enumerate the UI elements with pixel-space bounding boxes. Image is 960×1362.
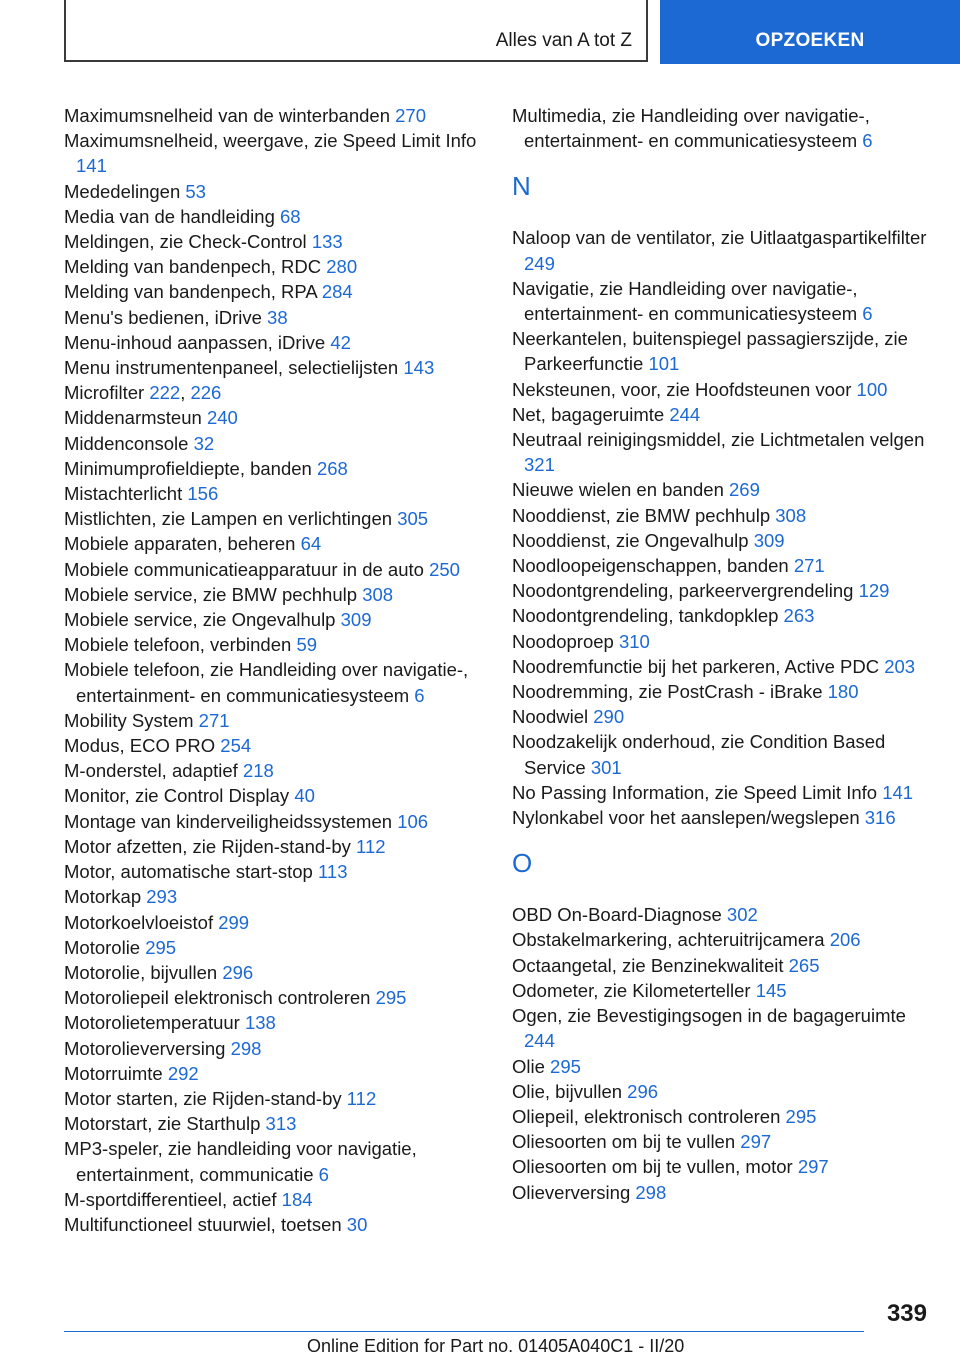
page-link[interactable]: 298 — [230, 1037, 262, 1059]
search-tab-label: OPZOEKEN — [755, 30, 865, 51]
index-entry-term: Motorkoelvloeistof — [64, 911, 214, 933]
index-entry-term: Mobiele telefoon, zie Handleiding over navigatie-, entertainment- en communicatiesysteem — [64, 659, 469, 706]
index-entry-term: Odometer, zie Kilometerteller — [512, 979, 751, 1001]
section-tab[interactable] — [64, 0, 648, 62]
index-entry-term: Navigatie, zie Handleiding over navigatie-, entertainment- en communicatiesysteem — [512, 277, 858, 325]
index-entry-term: Mededelingen — [64, 180, 181, 202]
page-link[interactable]: 180 — [827, 681, 859, 703]
index-entry — [512, 103, 932, 153]
index-entry — [512, 326, 932, 376]
index-entry — [64, 859, 484, 884]
index-entry-term: Microfilter — [64, 382, 145, 404]
index-entry — [64, 985, 484, 1010]
index-entry — [512, 553, 932, 578]
index-entry — [64, 582, 484, 607]
page-link[interactable]: 6 — [414, 684, 425, 706]
page-link[interactable]: 38 — [267, 306, 288, 328]
index-entry — [64, 355, 484, 380]
index-entry-term: M-onderstel, adaptief — [64, 760, 238, 782]
index-entry — [512, 780, 932, 805]
page-link[interactable]: 112 — [356, 835, 386, 857]
page-link[interactable]: 310 — [618, 630, 650, 652]
index-entry-term: Nooddienst, zie Ongevalhulp — [512, 529, 749, 551]
page-link[interactable]: 309 — [340, 609, 372, 631]
index-entry — [64, 1187, 484, 1212]
index-entry — [512, 1154, 932, 1179]
index-entry-term: Nylonkabel voor het aanslepen/wegslepen — [512, 807, 860, 829]
page-link[interactable]: 280 — [326, 256, 358, 278]
page-link[interactable]: 284 — [321, 281, 353, 303]
page-link[interactable]: 305 — [397, 508, 429, 530]
page-link[interactable]: 309 — [753, 529, 785, 551]
page-link[interactable]: 143 — [403, 357, 435, 379]
page-link[interactable]: 295 — [785, 1105, 817, 1127]
index-entry: Microfilter 222, 226 — [64, 382, 222, 404]
page-link[interactable]: 313 — [265, 1113, 297, 1135]
page-link[interactable]: 244 — [524, 1030, 555, 1052]
index-entry — [64, 783, 484, 808]
index-entry — [64, 1036, 484, 1061]
index-entry — [512, 629, 932, 654]
index-entry — [512, 978, 932, 1003]
index-column-right — [512, 103, 932, 1205]
index-entry-term: Motoroliepeil elektronisch controleren — [64, 987, 371, 1009]
page-link[interactable]: 6 — [318, 1163, 329, 1185]
index-entry-term: Maximumsnelheid, weergave, zie Speed Limit Info — [64, 130, 477, 152]
page-link[interactable]: 6 — [862, 303, 873, 325]
index-entry — [512, 477, 932, 502]
page-link[interactable]: 308 — [775, 504, 807, 526]
index-entry — [64, 456, 484, 481]
index-entry — [512, 1180, 932, 1205]
index-entry-term: Menu instrumentenpaneel, selectielijsten — [64, 357, 399, 379]
index-entry-term: Minimumprofieldiepte, banden — [64, 457, 312, 479]
index-entry-term: Motorruimte — [64, 1062, 163, 1084]
index-entry-term: Motorkap — [64, 886, 142, 908]
index-entry-term: Octaangetal, zie Benzinekwaliteit — [512, 954, 784, 976]
index-entry — [512, 729, 932, 779]
index-entry-term: Motorolieverversing — [64, 1037, 226, 1059]
index-letter-heading: N — [512, 171, 531, 202]
index-entry — [64, 1111, 484, 1136]
page-link[interactable]: 138 — [244, 1012, 276, 1034]
index-entry-term: Mistlichten, zie Lampen en verlichtingen — [64, 508, 393, 530]
index-entry — [64, 103, 484, 128]
page-link[interactable]: 145 — [755, 979, 787, 1001]
index-entry — [64, 179, 484, 204]
index-entry-term: Mistachterlicht — [64, 483, 183, 505]
index-entry — [512, 528, 932, 553]
index-entry-term: Motorolie — [64, 936, 141, 958]
index-entry — [512, 503, 932, 528]
index-entry — [64, 884, 484, 909]
index-entry-term: Nooddienst, zie BMW pechhulp — [512, 504, 771, 526]
page-link[interactable]: 298 — [635, 1181, 667, 1203]
page-link[interactable]: 308 — [362, 583, 394, 605]
index-entry-term: Menu's bedienen, iDrive — [64, 306, 262, 328]
index-entry-term: Ogen, zie Bevestigingsogen in de bagageruimte — [512, 1005, 906, 1027]
index-entry — [64, 531, 484, 556]
index-entry-term: Neksteunen, voor, zie Hoofdsteunen voor — [512, 378, 852, 400]
index-entry-term: Nieuwe wielen en banden — [512, 479, 724, 501]
index-entry — [512, 902, 932, 927]
index-entry-term: Montage van kinderveiligheidssystemen — [64, 810, 393, 832]
page-link[interactable]: 321 — [524, 454, 555, 476]
index-entry-term: Neerkantelen, buitenspiegel passagierszijde, zie Parkeerfunctie — [512, 328, 908, 375]
index-entry-term: Naloop van de ventilator, zie Uitlaatgaspartikelfilter — [512, 227, 927, 249]
search-tab-button[interactable] — [660, 0, 960, 64]
index-entry — [64, 1212, 484, 1237]
index-entry-term: No Passing Information, zie Speed Limit Info — [512, 781, 878, 803]
page-link[interactable]: 295 — [145, 936, 177, 958]
page-link[interactable]: 268 — [316, 457, 348, 479]
page-link[interactable]: 184 — [281, 1188, 313, 1210]
index-entry — [512, 654, 932, 679]
index-entry-term: Motorolie, bijvullen — [64, 961, 218, 983]
index-entry-term: Modus, ECO PRO — [64, 735, 216, 757]
page-link[interactable]: 292 — [167, 1062, 199, 1084]
index-entry — [512, 1003, 932, 1053]
index-entry-term: Noodzakelijk onderhoud, zie Condition Based Service — [512, 731, 886, 778]
index-entry — [512, 1129, 932, 1154]
page-link[interactable]: 250 — [429, 558, 460, 580]
index-entry-term: Oliesoorten om bij te vullen — [512, 1131, 736, 1153]
index-entry-term: Motorolietemperatuur — [64, 1012, 240, 1034]
index-entry-term: Melding van bandenpech, RDC — [64, 256, 322, 278]
index-entry — [64, 1010, 484, 1035]
index-entry-term: Noodontgrendeling, parkeervergrendeling — [512, 580, 854, 602]
index-entry-term: Mobiele communicatieapparatuur in de auto — [64, 558, 424, 580]
index-entry-term: Neutraal reinigingsmiddel, zie Lichtmetalen velgen — [512, 429, 925, 451]
index-entry-term: Monitor, zie Control Display — [64, 785, 290, 807]
index-entry-term: Olieverversing — [512, 1181, 631, 1203]
index-entry — [64, 607, 484, 632]
index-entry-term: Noodontgrendeling, tankdopklep — [512, 605, 779, 627]
page-link[interactable]: 249 — [524, 252, 555, 274]
page-link[interactable]: 40 — [294, 785, 315, 807]
index-entry-term: Motor, automatische start-stop — [64, 861, 313, 883]
index-entry-term: Meldingen, zie Check-Control — [64, 231, 307, 253]
page-link[interactable]: 222 — [149, 382, 181, 404]
index-entry-term: Melding van bandenpech, RPA — [64, 281, 317, 303]
page-link[interactable]: 42 — [330, 331, 351, 353]
index-entry-term: Multimedia, zie Handleiding over navigatie-, entertainment- en communicatiesysteem — [512, 105, 870, 152]
index-entry — [512, 402, 932, 427]
index-entry — [512, 578, 932, 603]
page-link[interactable]: 68 — [280, 205, 301, 227]
page-link[interactable]: 141 — [76, 155, 107, 177]
index-entry-term: Noodoproep — [512, 630, 614, 652]
page-link[interactable]: 30 — [346, 1213, 368, 1235]
page-link[interactable]: 293 — [146, 886, 178, 908]
index-entry — [64, 204, 484, 229]
page-link[interactable]: 296 — [222, 961, 254, 983]
index-entry-term: Middenarmsteun — [64, 407, 202, 429]
index-entry — [512, 377, 932, 402]
page-link[interactable]: 206 — [829, 929, 861, 951]
index-entry-term: Motor afzetten, zie Rijden-stand-by — [64, 835, 351, 857]
page-link[interactable]: 203 — [884, 655, 916, 677]
index-entry — [64, 405, 484, 430]
index-entry — [64, 431, 484, 456]
footer-edition: Online Edition for Part no. 01405A040C1 - II/20 — [307, 1336, 685, 1356]
index-entry — [512, 953, 932, 978]
index-entry-term: Mobiele apparaten, beheren — [64, 533, 296, 555]
index-entry-term: Mobility System — [64, 709, 194, 731]
index-entry — [64, 960, 484, 985]
index-entry — [512, 1054, 932, 1079]
index-entry-term: Media van de handleiding — [64, 205, 275, 227]
page-link[interactable]: 296 — [627, 1080, 659, 1102]
index-entry-term: Menu-inhoud aanpassen, iDrive — [64, 331, 326, 353]
page-link[interactable]: 270 — [395, 105, 427, 126]
page-link[interactable]: 254 — [220, 735, 252, 757]
page-link[interactable]: 295 — [375, 987, 407, 1009]
page-link[interactable]: 263 — [783, 605, 815, 627]
index-entry — [512, 805, 932, 830]
index-entry-term: Mobiele service, zie BMW pechhulp — [64, 583, 358, 605]
page-link[interactable]: 129 — [858, 580, 890, 602]
index-entry — [512, 927, 932, 952]
index-entry — [64, 834, 484, 859]
index-entry — [64, 506, 484, 531]
index-entry — [64, 758, 484, 783]
page-link[interactable]: 133 — [311, 231, 343, 253]
index-entry-term: Oliesoorten om bij te vullen, motor — [512, 1156, 793, 1178]
index-letter-heading: O — [512, 848, 533, 879]
index-entry — [64, 809, 484, 834]
index-entry — [64, 330, 484, 355]
index-entry — [64, 708, 484, 733]
page-link[interactable]: 113 — [317, 861, 348, 883]
footer-divider — [64, 1331, 864, 1332]
index-entry-term: Obstakelmarkering, achteruitrijcamera — [512, 929, 825, 951]
index-entry-term: Mobiele service, zie Ongevalhulp — [64, 609, 336, 631]
page-link[interactable]: 271 — [793, 555, 825, 577]
page-link[interactable]: 106 — [397, 810, 429, 832]
index-entry — [64, 254, 484, 279]
index-entry — [64, 128, 484, 178]
index-entry — [512, 679, 932, 704]
page-link[interactable]: 226 — [190, 382, 222, 404]
index-entry-term: MP3-speler, zie handleiding voor navigatie, entertainment, communicatie — [64, 1138, 417, 1185]
index-entry — [512, 276, 932, 326]
index-entry — [64, 910, 484, 935]
page-link[interactable]: 290 — [593, 706, 625, 728]
index-entry-term: Olie, bijvullen — [512, 1080, 623, 1102]
index-entry-term: OBD On-Board-Diagnose — [512, 904, 722, 926]
index-entry — [64, 733, 484, 758]
page-link[interactable]: 302 — [726, 904, 758, 926]
index-entry — [64, 1086, 484, 1111]
page-link[interactable]: 297 — [740, 1131, 772, 1153]
index-entry — [64, 657, 484, 707]
page-link[interactable]: 59 — [296, 634, 318, 656]
index-entry — [64, 1061, 484, 1086]
index-entry — [512, 427, 932, 477]
page-link[interactable]: 265 — [788, 954, 820, 976]
index-entry — [64, 305, 484, 330]
page-link[interactable]: 301 — [590, 756, 622, 778]
index-entry-term: Noodwiel — [512, 706, 589, 728]
page-link[interactable]: 240 — [206, 407, 238, 429]
index-entry-term: Motorstart, zie Starthulp — [64, 1113, 261, 1135]
page-link[interactable]: 269 — [729, 479, 760, 501]
index-entry — [64, 935, 484, 960]
page-link[interactable]: 64 — [300, 533, 322, 555]
page-link[interactable]: 299 — [218, 911, 250, 933]
index-entry-term: Maximumsnelheid van de winterbanden — [64, 105, 390, 126]
page-link[interactable]: 6 — [862, 130, 873, 152]
index-entry — [64, 557, 484, 582]
page-link[interactable]: 112 — [346, 1087, 377, 1109]
page-link[interactable]: 100 — [856, 378, 888, 400]
index-entry-term: Multifunctioneel stuurwiel, toetsen — [64, 1213, 342, 1235]
index-entry — [512, 1079, 932, 1104]
page-link[interactable]: 271 — [198, 709, 230, 731]
index-entry — [64, 632, 484, 657]
page-link[interactable]: 295 — [550, 1055, 581, 1077]
index-entry-term: Middenconsole — [64, 432, 189, 454]
index-column-left — [64, 103, 484, 1237]
index-entry — [512, 603, 932, 628]
page-link[interactable]: 316 — [864, 807, 896, 829]
page-link[interactable]: 244 — [669, 403, 701, 425]
page-link[interactable]: 218 — [242, 760, 274, 782]
index-entry — [64, 279, 484, 304]
index-entry-term: Olie — [512, 1055, 545, 1077]
index-entry — [64, 229, 484, 254]
index-entry-term: Noodloopeigenschappen, banden — [512, 555, 789, 577]
page-link[interactable]: 141 — [882, 781, 914, 803]
section-tab-label: Alles van A tot Z — [495, 30, 632, 51]
index-entry-term: Oliepeil, elektronisch controleren — [512, 1105, 781, 1127]
index-entry — [512, 1104, 932, 1129]
index-entry — [512, 225, 932, 275]
index-entry — [64, 481, 484, 506]
index-entry-term: Noodremming, zie PostCrash - iBrake — [512, 681, 823, 703]
page-link[interactable]: 53 — [185, 180, 206, 202]
page-link[interactable]: 297 — [797, 1156, 829, 1178]
index-entry — [64, 1136, 484, 1186]
index-entry — [512, 704, 932, 729]
page-number: 339 — [886, 1300, 927, 1327]
index-entry-term: Mobiele telefoon, verbinden — [64, 634, 292, 656]
index-entry-term: M-sportdifferentieel, actief — [64, 1188, 277, 1210]
index-entry-term: Motor starten, zie Rijden-stand-by — [64, 1087, 342, 1109]
page-link[interactable]: 32 — [193, 432, 215, 454]
index-entry-term: Net, bagageruimte — [512, 403, 665, 425]
page-link[interactable]: 156 — [187, 483, 219, 505]
page-link[interactable]: 101 — [648, 353, 680, 375]
index-entry-term: Noodremfunctie bij het parkeren, Active PDC — [512, 655, 880, 677]
